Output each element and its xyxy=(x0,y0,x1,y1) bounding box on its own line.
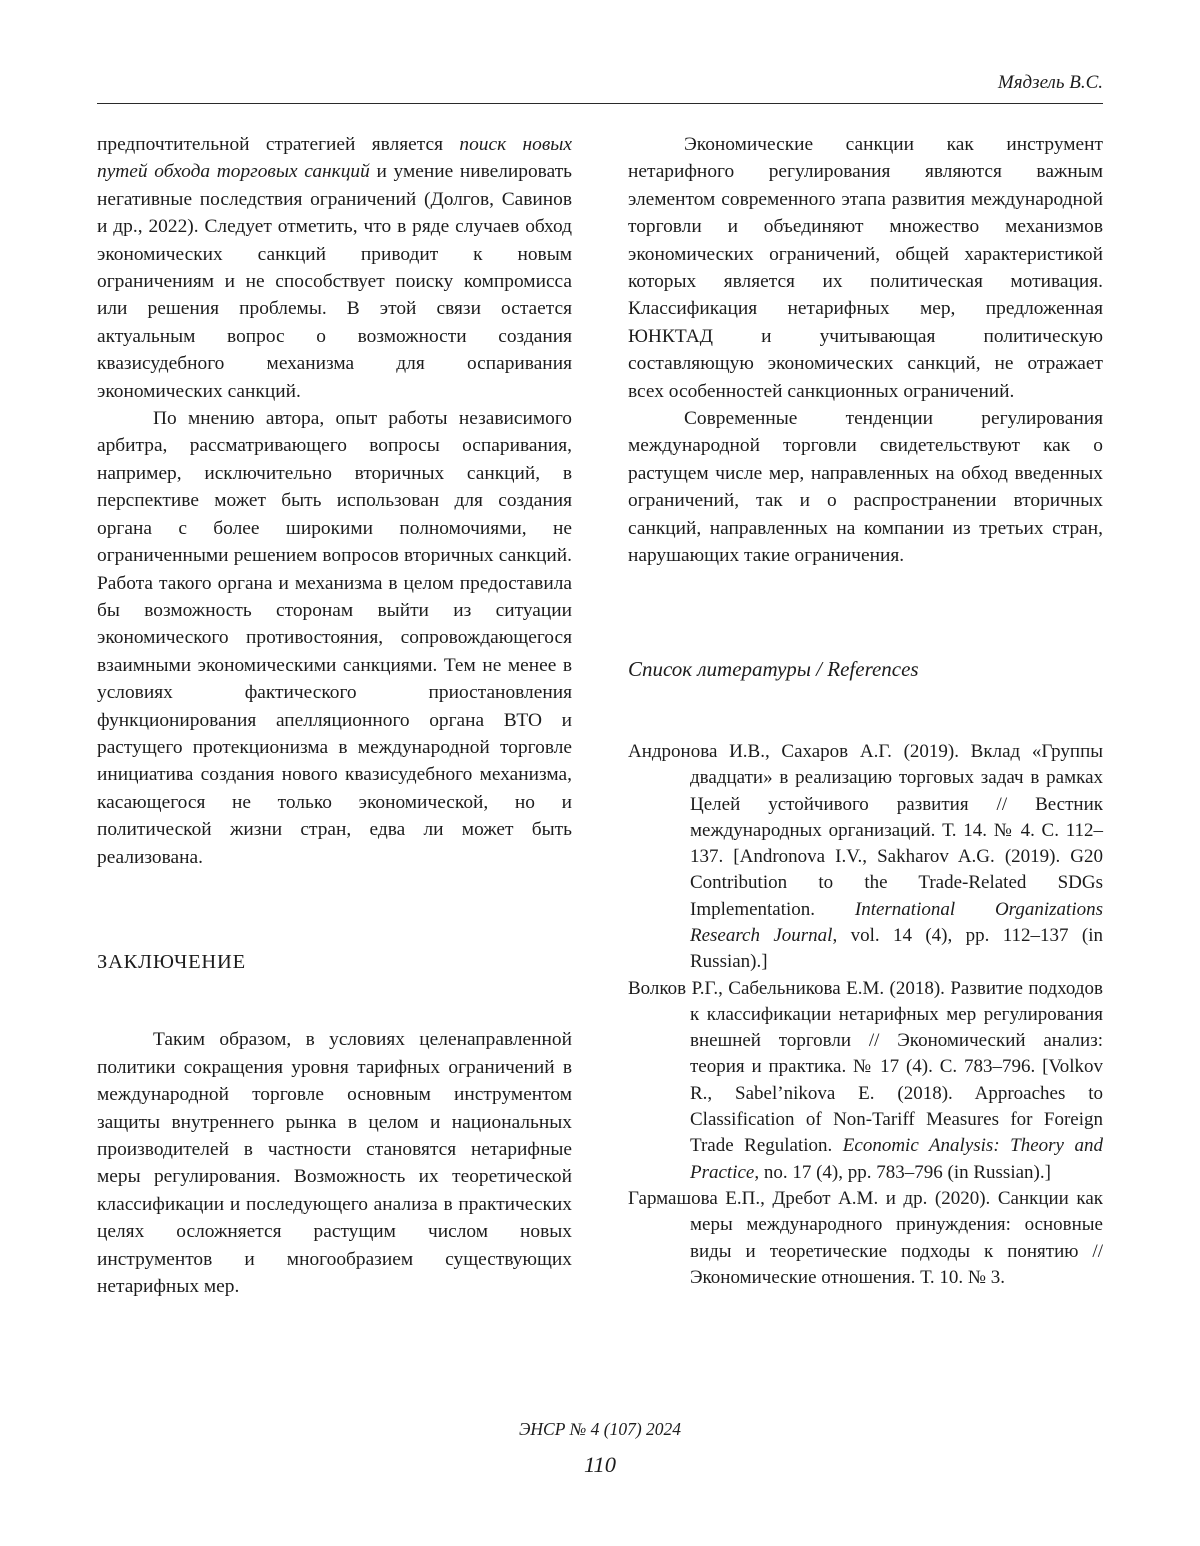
header-rule xyxy=(97,103,1103,104)
reference-text: , no. 17 (4), pp. 783–796 (in Russian).] xyxy=(754,1161,1051,1183)
left-column xyxy=(97,131,572,1300)
page-number: 110 xyxy=(583,1452,617,1477)
paragraph: Экономические санкции как инструмент нетарифного регулирования являются важным элементом современного этапа развития международной торговли и объединяют множество механизмов экономических ограничений, общей характеристикой которых является их политическая мотивация. Классификация нетарифных мер, предложенная ЮНКТАД и учитывающая политическую составляющую экономических санкций, не отражает всех особенностей санкционных ограничений. xyxy=(628,134,1103,402)
reference-text: Гармашова Е.П., Дребот А.М. и др. (2020). Санкции как меры международного принуждения: основные виды и теоретические подходы к понятию // Экономические отношения. Т. 10. № 3. xyxy=(628,1187,1103,1288)
paragraph-text-italic: поиск новых путей обхода торговых санкций xyxy=(97,134,572,183)
paragraph: По мнению автора, опыт работы независимого арбитра, рассматривающего вопросы оспаривания, например, исключительно вторичных санкций, в перспективе может быть использован для создания органа с более широкими полномочиями, не ограниченными решением вопросов вторичных санкций. Работа такого органа и механизма в целом предоставила бы возможность сторонам выйти из ситуации экономического противостояния, сопровождающегося взаимными экономическими санкциями. Тем не менее в условиях фактического приостановления функционирования апелляционного органа ВТО и растущего протекционизма в международной торговле инициатива создания нового квазисудебного механизма, касающегося не только экономической, но и политической жизни стран, едва ли может быть реализована. xyxy=(97,408,572,868)
two-column-body xyxy=(97,131,1103,1300)
reference-text: , vol. 14 (4), pp. 112–137 (in Russian).] xyxy=(690,924,1103,973)
page-header xyxy=(97,72,1103,103)
references-list xyxy=(628,739,1103,1291)
reference-journal-italic: International Organizations Research Journal xyxy=(690,898,1103,946)
journal-issue-line: ЭНСР № 4 (107) 2024 xyxy=(518,1419,682,1439)
paragraph xyxy=(97,131,572,405)
paragraph: Современные тенденции регулирования международной торговли свидетельствуют как о растущем числе мер, направленных на обход введенных ограничений, так и о распространении вторичных санкций, направленных на компании из третьих стран, нарушающих такие ограничения. xyxy=(628,408,1103,567)
paragraph: Таким образом, в условиях целенаправленной политики сокращения уровня тарифных ограничений в международной торговле основным инструментом защиты внутреннего рынка в целом и национальных производителей в частности становятся нетарифные меры регулирования. Возможность их теоретической классификации и последующего анализа в практических целях осложняется растущим числом новых инструментов и многообразием существующих нетарифных мер. xyxy=(97,1029,572,1298)
header-author: Мядзель В.С. xyxy=(997,72,1103,93)
references-heading: Список литературы / References xyxy=(628,656,919,681)
reference-journal-italic: Economic Analysis: Theory and Practice xyxy=(690,1135,1104,1183)
reference-item xyxy=(628,739,1103,976)
paragraph-text: и умение нивелировать негативные последствия ограничений (Долгов, Савинов и др., 2022). Следует отметить, что в ряде случаев обход экономических санкций приводит к новым ограничениям и не способствует поиску компромисса или решения проблемы. В этой связи остается актуальным вопрос о возможности создания квазисудебного механизма для оспаривания экономических санкций. xyxy=(97,161,573,402)
reference-text: Волков Р.Г., Сабельникова Е.М. (2018). Развитие подходов к классификации нетарифных мер регулирования внешней торговли // Экономический анализ: теория и практика. № 17 (4). С. 783–796. [Volkov R., Sabel’nikova E. (2018). Approaches to Classification of Non-Tariff Measures for Foreign Trade Regulation. xyxy=(628,977,1103,1157)
conclusion-heading: ЗАКЛЮЧЕНИЕ xyxy=(97,950,246,973)
reference-item xyxy=(628,976,1103,1186)
reference-text: Андронова И.В., Сахаров А.Г. (2019). Вклад «Группы двадцати» в реализацию торговых задач в рамках Целей устойчивого развития // Вестник международных организаций. Т. 14. № 4. С. 112–137. [Andronova I.V., Sakharov A.G. (2019). G20 Contribution to the Trade-Related SDGs Implementation. xyxy=(628,740,1103,920)
right-column xyxy=(628,131,1103,1300)
reference-item xyxy=(628,1186,1103,1291)
page-footer xyxy=(0,1419,1200,1478)
paragraph-text: предпочтительной стратегией является xyxy=(97,134,460,155)
